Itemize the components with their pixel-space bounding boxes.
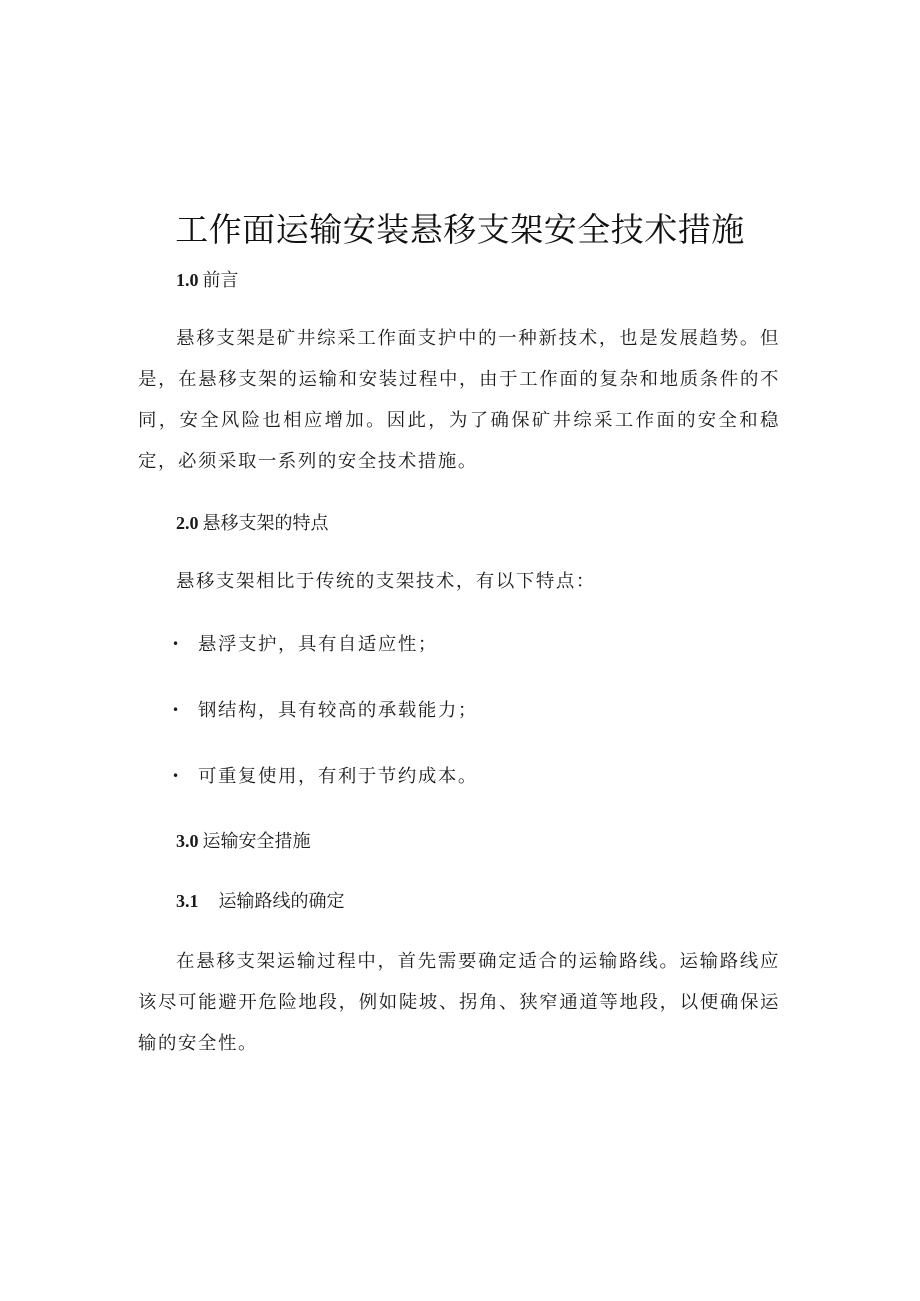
section-heading-2	[176, 509, 329, 538]
section-heading-3	[176, 827, 311, 856]
section-heading-1	[176, 266, 239, 295]
section-paragraph-1	[138, 318, 780, 482]
section-intro-2: 悬移支架相比于传统的支架技术，有以下特点：	[176, 571, 596, 592]
section-number: 3.1	[176, 891, 199, 911]
list-item-text: 悬浮支护，具有自适应性；	[198, 634, 438, 655]
section-heading-text: 运输安全措施	[202, 831, 311, 852]
list-item	[172, 762, 478, 791]
section-number: 1.0	[176, 270, 199, 290]
subsection-paragraph-3-1	[138, 941, 780, 1064]
subsection-heading-3-1	[176, 887, 345, 916]
list-item	[172, 630, 438, 659]
section-number: 2.0	[176, 513, 199, 533]
paragraph-text: 在悬移支架运输过程中，首先需要确定适合的运输路线。运输路线应该尽可能避开危险地段，例如陡坡、拐角、狭窄通道等地段，以便确保运输的安全性。	[138, 951, 780, 1054]
bullet-icon: •	[172, 769, 181, 783]
list-item-text: 可重复使用，有利于节约成本。	[198, 766, 478, 787]
section-heading-text: 悬移支架的特点	[202, 513, 329, 534]
bullet-icon: •	[172, 703, 181, 717]
section-heading-text: 运输路线的确定	[218, 891, 345, 912]
section-number: 3.0	[176, 831, 199, 851]
list-item-text: 钢结构，具有较高的承载能力；	[198, 700, 478, 721]
document-title: 工作面运输安装悬移支架安全技术措施	[175, 210, 745, 249]
section-heading-text: 前言	[202, 270, 239, 291]
list-item	[172, 696, 478, 725]
paragraph-text: 悬移支架是矿井综采工作面支护中的一种新技术，也是发展趋势。但是，在悬移支架的运输和安装过程中，由于工作面的复杂和地质条件的不同，安全风险也相应增加。因此，为了确保矿井综采工作面的安全和稳定，必须采取一系列的安全技术措施。	[138, 328, 780, 472]
bullet-icon: •	[172, 637, 181, 651]
